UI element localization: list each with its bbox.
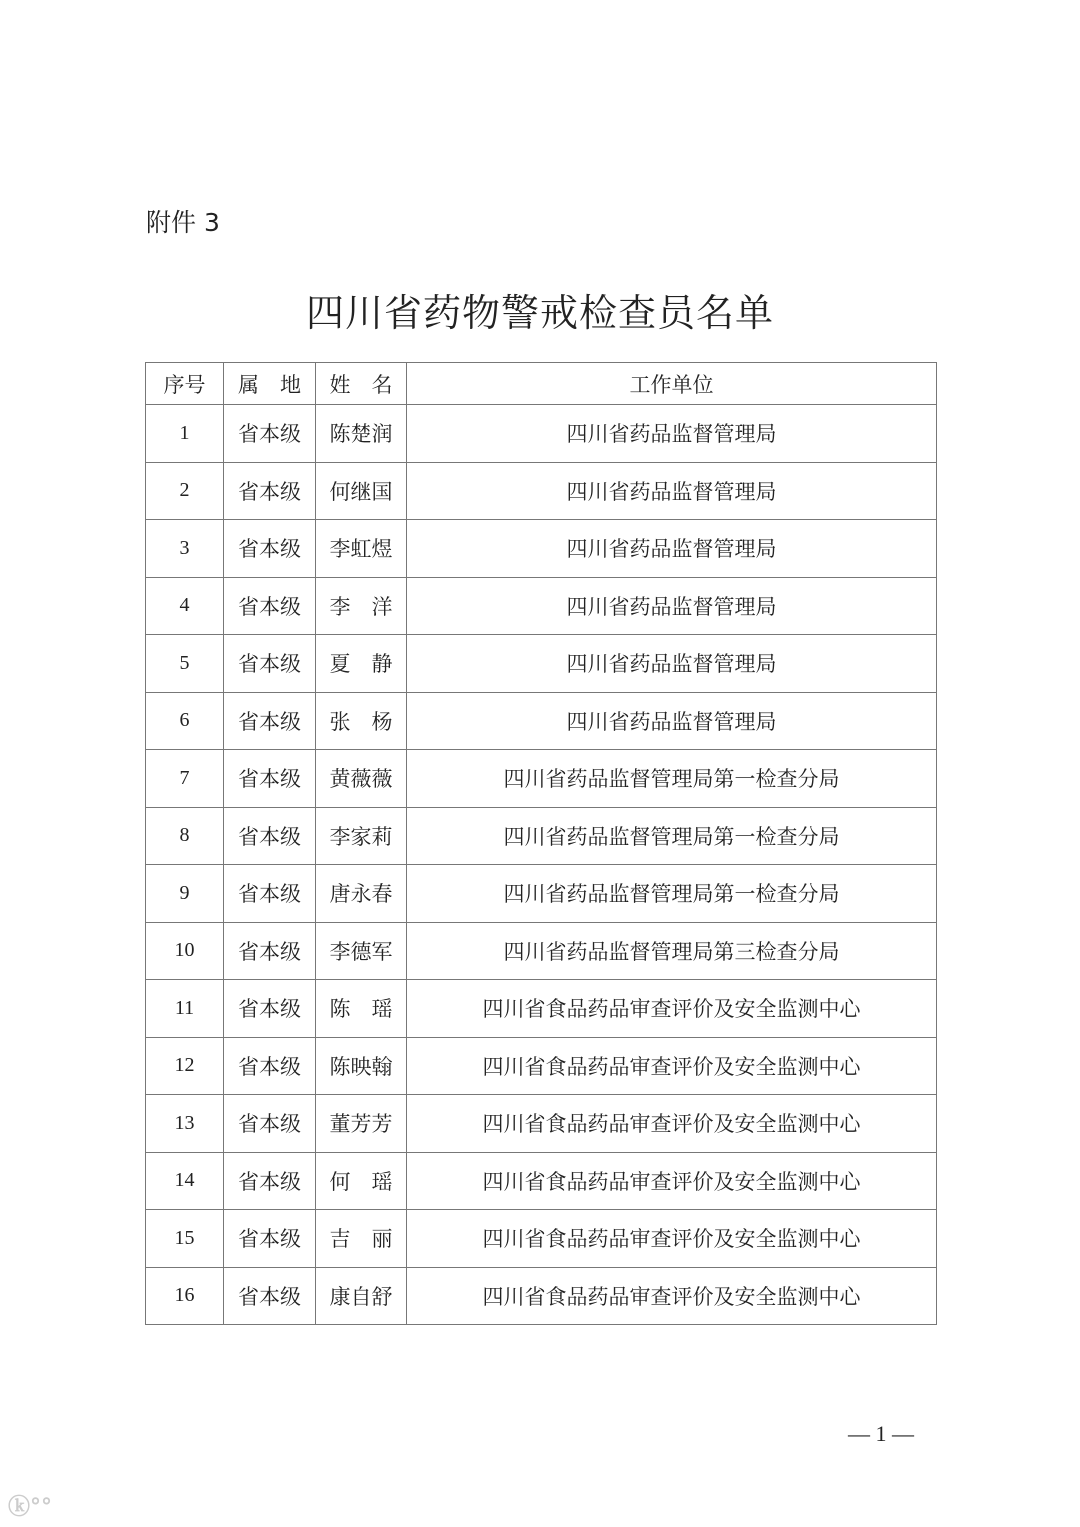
workplace-cell: 四川省药品监督管理局第一检查分局: [407, 865, 937, 923]
name-cell: 李虹煜: [316, 520, 407, 578]
region-cell: 省本级: [224, 1210, 316, 1268]
document-title: 四川省药物警戒检查员名单: [305, 291, 774, 335]
workplace-cell: 四川省药品监督管理局: [407, 405, 937, 463]
table-row: [146, 462, 937, 520]
region-cell: 省本级: [224, 692, 316, 750]
table-row: [146, 807, 937, 865]
table-row: [146, 520, 937, 578]
workplace-cell: 四川省食品药品审查评价及安全监测中心: [407, 1210, 937, 1268]
workplace-cell: 四川省药品监督管理局第一检查分局: [407, 807, 937, 865]
inspector-table: [145, 362, 937, 1325]
serial-cell: 11: [146, 980, 224, 1038]
table-row: [146, 1267, 937, 1325]
table-row: [146, 1037, 937, 1095]
name-cell: 李家莉: [316, 807, 407, 865]
header-name: 姓 名: [316, 363, 407, 405]
name-cell: 康自舒: [316, 1267, 407, 1325]
workplace-cell: 四川省药品监督管理局: [407, 520, 937, 578]
region-cell: 省本级: [224, 405, 316, 463]
region-cell: 省本级: [224, 462, 316, 520]
page-number: — 1 —: [848, 1421, 914, 1446]
region-cell: 省本级: [224, 750, 316, 808]
serial-cell: 8: [146, 807, 224, 865]
serial-cell: 15: [146, 1210, 224, 1268]
table-header-row: [146, 363, 937, 405]
workplace-cell: 四川省药品监督管理局第三检查分局: [407, 922, 937, 980]
name-cell: 陈映翰: [316, 1037, 407, 1095]
workplace-cell: 四川省药品监督管理局: [407, 692, 937, 750]
header-region: 属 地: [224, 363, 316, 405]
region-cell: 省本级: [224, 520, 316, 578]
workplace-cell: 四川省食品药品审查评价及安全监测中心: [407, 980, 937, 1038]
table-row: [146, 865, 937, 923]
table-row: [146, 577, 937, 635]
workplace-cell: 四川省药品监督管理局: [407, 462, 937, 520]
region-cell: 省本级: [224, 922, 316, 980]
region-cell: 省本级: [224, 807, 316, 865]
workplace-cell: 四川省药品监督管理局: [407, 635, 937, 693]
serial-cell: 16: [146, 1267, 224, 1325]
serial-cell: 13: [146, 1095, 224, 1153]
table-row: [146, 1210, 937, 1268]
region-cell: 省本级: [224, 980, 316, 1038]
name-cell: 唐永春: [316, 865, 407, 923]
table-row: [146, 692, 937, 750]
region-cell: 省本级: [224, 635, 316, 693]
serial-cell: 5: [146, 635, 224, 693]
name-cell: 吉 丽: [316, 1210, 407, 1268]
table-row: [146, 750, 937, 808]
workplace-cell: 四川省食品药品审查评价及安全监测中心: [407, 1095, 937, 1153]
table-row: [146, 1095, 937, 1153]
attachment-label: 附件 3: [146, 208, 220, 237]
serial-cell: 9: [146, 865, 224, 923]
name-cell: 张 杨: [316, 692, 407, 750]
table-row: [146, 635, 937, 693]
serial-cell: 4: [146, 577, 224, 635]
workplace-cell: 四川省食品药品审查评价及安全监测中心: [407, 1152, 937, 1210]
table-row: [146, 1152, 937, 1210]
serial-cell: 10: [146, 922, 224, 980]
region-cell: 省本级: [224, 865, 316, 923]
name-cell: 陈楚润: [316, 405, 407, 463]
serial-cell: 6: [146, 692, 224, 750]
region-cell: 省本级: [224, 1152, 316, 1210]
header-workplace: 工作单位: [407, 363, 937, 405]
serial-cell: 14: [146, 1152, 224, 1210]
workplace-cell: 四川省食品药品审查评价及安全监测中心: [407, 1037, 937, 1095]
workplace-cell: 四川省药品监督管理局: [407, 577, 937, 635]
region-cell: 省本级: [224, 1267, 316, 1325]
name-cell: 李 洋: [316, 577, 407, 635]
serial-cell: 3: [146, 520, 224, 578]
name-cell: 陈 瑶: [316, 980, 407, 1038]
name-cell: 何 瑶: [316, 1152, 407, 1210]
name-cell: 董芳芳: [316, 1095, 407, 1153]
watermark-logo: ⓚ°°: [8, 1495, 53, 1520]
table-row: [146, 405, 937, 463]
region-cell: 省本级: [224, 577, 316, 635]
region-cell: 省本级: [224, 1095, 316, 1153]
table-row: [146, 922, 937, 980]
name-cell: 夏 静: [316, 635, 407, 693]
region-cell: 省本级: [224, 1037, 316, 1095]
table-row: [146, 980, 937, 1038]
serial-cell: 2: [146, 462, 224, 520]
name-cell: 李德军: [316, 922, 407, 980]
name-cell: 何继国: [316, 462, 407, 520]
serial-cell: 12: [146, 1037, 224, 1095]
serial-cell: 7: [146, 750, 224, 808]
name-cell: 黄薇薇: [316, 750, 407, 808]
serial-cell: 1: [146, 405, 224, 463]
workplace-cell: 四川省药品监督管理局第一检查分局: [407, 750, 937, 808]
workplace-cell: 四川省食品药品审查评价及安全监测中心: [407, 1267, 937, 1325]
header-serial: 序号: [146, 363, 224, 405]
